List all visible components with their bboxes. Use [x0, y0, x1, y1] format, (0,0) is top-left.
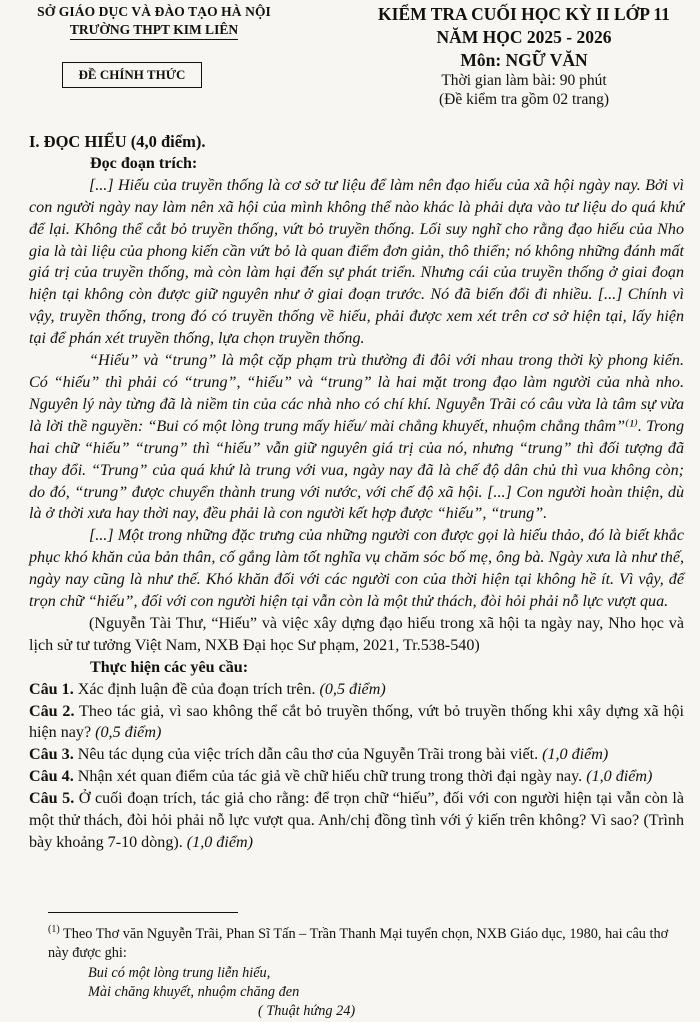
question	[29, 744, 684, 766]
excerpt-paragraph	[29, 350, 684, 525]
excerpt-paragraph	[29, 525, 684, 613]
question-points: (1,0 điểm)	[586, 768, 653, 786]
excerpt-paragraph	[29, 175, 684, 350]
question-text: Nêu tác dụng của việc trích dẫn câu thơ của Nguyễn Trãi trong bài viết.	[77, 746, 539, 764]
question-label: Câu 2.	[29, 702, 75, 720]
footnote-text-line	[48, 920, 684, 964]
footnote-divider	[48, 912, 238, 913]
school-year: NĂM HỌC 2025 - 2026	[436, 27, 612, 47]
question-text: Ở cuối đoạn trích, tác giả cho rằng: để trọn chữ “hiếu”, đối với con người hiện tại vẫn còn là một thử thách, đòi hỏi phải nỗ lực vượt qua. Anh/chị đồng tình với ý kiến trên không? Vì sao? (Trình bày khoảng 7-10 dòng).	[29, 790, 684, 851]
footnote-text: Theo Thơ văn Nguyễn Trãi, Phan Sĩ Tấn – Trần Thanh Mại tuyển chọn, NXB Giáo dục, 1980, hai câu thơ này được ghi:	[48, 925, 669, 962]
poem-source: ( Thuật hứng 24)	[258, 1003, 356, 1020]
question-text: Theo tác giả, vì sao không thể cắt bỏ truyền thống, vứt bỏ truyền thống khi xây dựng xã hội hiện nay?	[29, 702, 685, 742]
excerpt-paragraph-text: “Hiếu” và “trung” là một cặp phạm trù thường đi đôi với nhau trong thời kỳ phong kiến. Có “hiếu” thì phải có “trung”, “hiếu” và “trung” là hai mặt trong đạo làm người của nhà nho. Nguyên lý này từng đã là niềm tin của các nhà nho có chí khí. Nguyễn Trãi có câu vừa là tâm sự vừa là lời thề nguyền: “Bui có một lòng trung mấy hiếu/ mài chẳng khuyết, nhuộm chẳng thâm”⁽¹⁾. Trong hai chữ “hiếu” “trung” thì “hiếu” vẫn giữ nguyên giá trị của nó, nhưng “trung” thì đối tượng đã thay đổi. “Trung” của quá khứ là trung với vua, ngày nay đã là chế độ dân chủ thì vua không còn; do đó, “trung” được chuyển thành trung với nước, với chế độ xã hội. [...] Con người hoàn thiện, dù là ở thời xưa hay thời nay, đều phải là con người kết hợp được “hiếu”, “trung”.	[29, 352, 684, 523]
question-label: Câu 5.	[29, 790, 75, 808]
question-points: (0,5 điểm)	[95, 724, 162, 742]
tasks-label: Thực hiện các yêu cầu:	[90, 658, 249, 676]
question-label: Câu 3.	[29, 746, 74, 764]
duration: Thời gian làm bài: 90 phút	[441, 72, 607, 89]
question-text: Xác định luận đề của đoạn trích trên.	[77, 680, 316, 698]
question-points: (1,0 điểm)	[186, 834, 253, 851]
official-exam-box: ĐỀ CHÍNH THỨC	[62, 62, 202, 88]
footnote-marker: (1)	[48, 924, 60, 935]
citation	[29, 613, 684, 657]
question-label: Câu 4.	[29, 768, 74, 786]
question-label: Câu 1.	[29, 680, 74, 698]
header-left	[4, 4, 304, 40]
question	[29, 788, 684, 854]
pages-note: (Đề kiểm tra gồm 02 trang)	[438, 91, 609, 108]
exam-body	[29, 131, 684, 854]
question-text: Nhận xét quan điểm của tác giả về chữ hiếu chữ trung trong thời đại ngày nay.	[77, 768, 583, 786]
question-points: (1,0 điểm)	[542, 746, 609, 764]
excerpt-label: Đọc đoạn trích:	[90, 154, 198, 172]
school-name: TRƯỜNG THPT KIM LIÊN	[70, 22, 238, 40]
excerpt-paragraph-text: [...] Một trong những đặc trưng của những người con được gọi là hiếu thảo, đó là biết khắc phục khó khăn của bản thân, cố gắng làm tốt nghĩa vụ chăm sóc bố mẹ, ông bà. Ngày xưa là như thế, ngày nay cũng là như thế. Khó khăn đối với các người con của thời hiện tại không hề ít. Vì vậy, để trọn chữ “hiếu”, đối với con người hiện tại vẫn còn là một thử thách, đòi hỏi phải nỗ lực vượt qua.	[29, 527, 684, 611]
question	[29, 766, 684, 788]
citation-text: (Nguyễn Tài Thư, “Hiếu” và việc xây dựng đạo hiếu trong xã hội ta ngày nay, Nho học và lịch sử tư tưởng Việt Nam, NXB Đại học Sư phạm, 2021, Tr.538-540)	[29, 614, 684, 654]
question	[29, 701, 684, 745]
question	[29, 679, 684, 701]
subject: Môn: NGỮ VĂN	[460, 50, 588, 70]
section-title: I. ĐỌC HIỂU (4,0 điểm).	[29, 132, 206, 151]
exam-title: KIỂM TRA CUỐI HỌC KỲ II LỚP 11	[378, 4, 670, 24]
poem-line: Bui có một lòng trung liễn hiếu,	[88, 964, 271, 981]
department-name: SỞ GIÁO DỤC VÀ ĐÀO TẠO HÀ NỘI	[37, 4, 271, 19]
excerpt-paragraph-text: [...] Hiếu của truyền thống là cơ sở tư liệu để làm nên đạo hiếu của xã hội ngày nay. Bởi vì con người ngày nay làm nên xã hội của mình không thể nào khác là phải dựa vào tư liệu do quá khứ để lại. Không thể cắt bỏ truyền thống, vứt bỏ truyền thống. Lối suy nghĩ cho rằng đạo hiếu của Nho gia là tài liệu của phong kiến cần vứt bỏ là quan điểm đơn giản, thô thiển; nó không những đánh mất giá trị của truyền thống, mà còn làm hại đến sự phát triển. Nhưng cái của truyền thống ở giai đoạn hiện tại không còn được giữ nguyên như ở giai đoạn trước. Nó đã biến đổi đi nhiều. [...] Chính vì vậy, truyền thống, trong đó có truyền thống về hiếu, phải được xem xét trên cơ sở hiện tại, lấy hiện tại để phán xét truyền thống, lựa chọn truyền thống.	[29, 176, 684, 348]
poem-line: Mài chăng khuyết, nhuộm chăng đen	[88, 983, 300, 1000]
question-points: (0,5 điểm)	[319, 680, 386, 698]
footnote	[48, 920, 684, 1022]
header-right	[352, 4, 696, 109]
